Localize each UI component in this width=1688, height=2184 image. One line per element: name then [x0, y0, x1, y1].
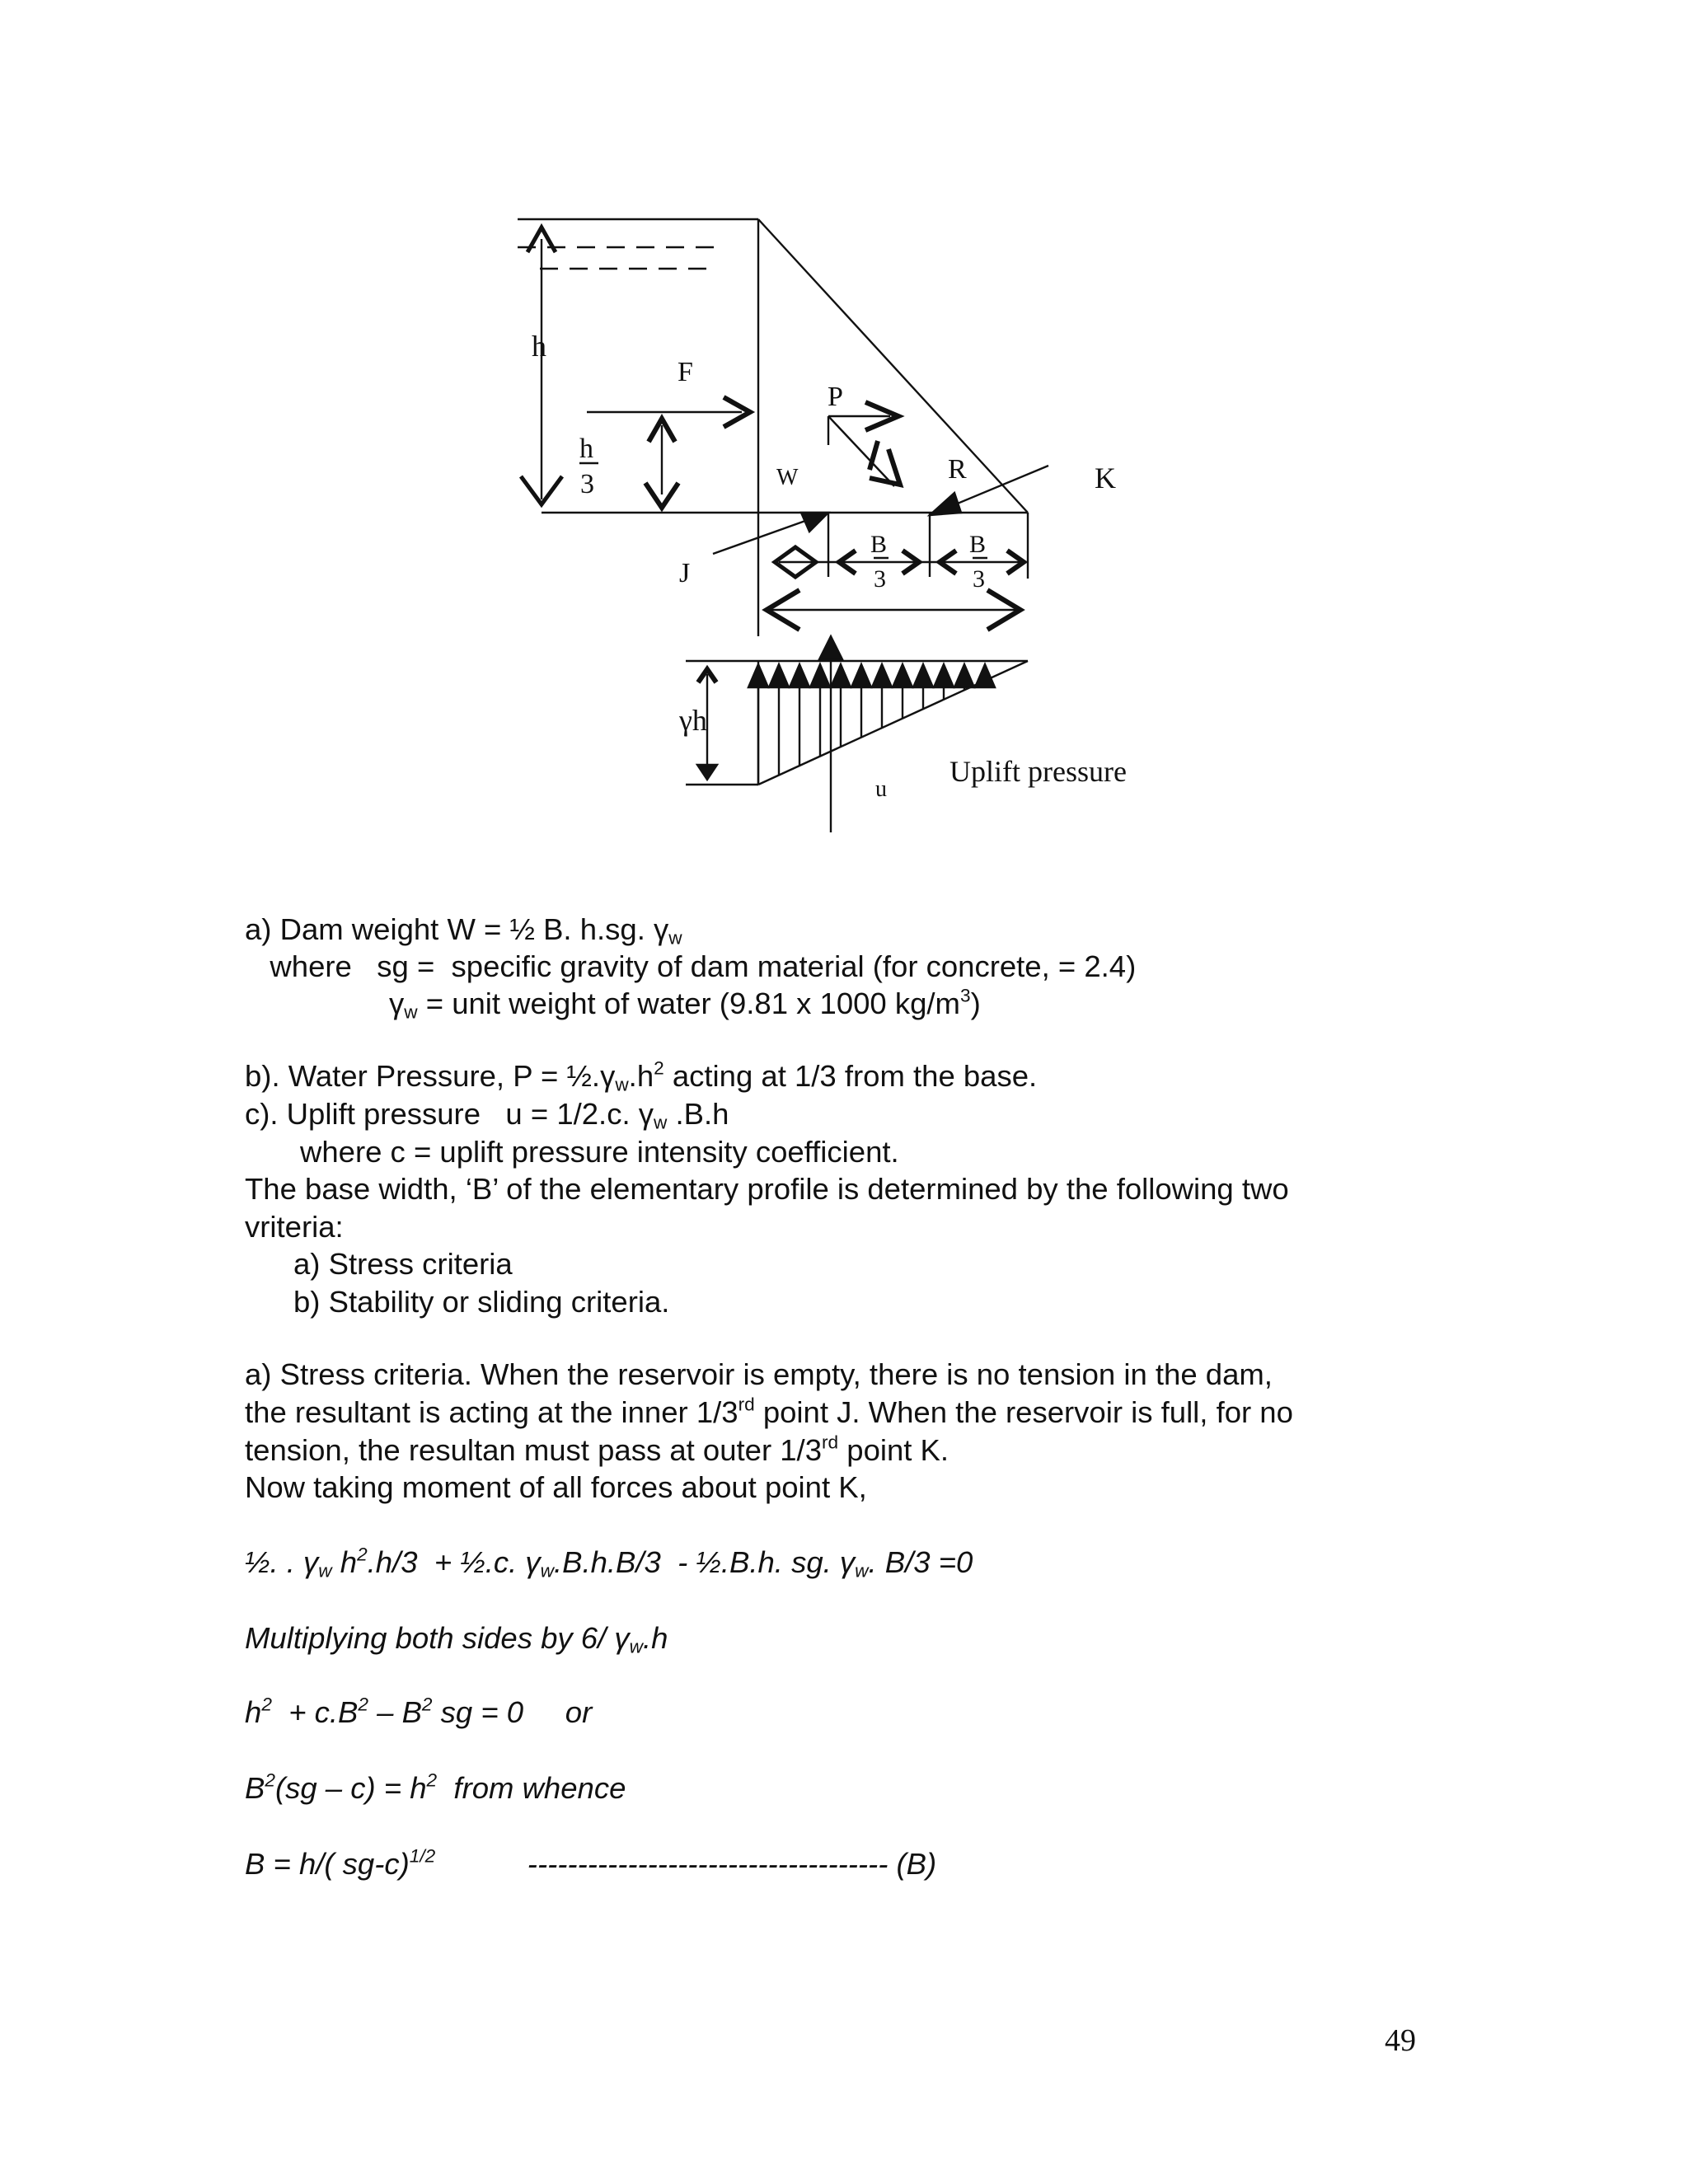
label-k: K — [1095, 462, 1116, 494]
unit-weight-line: $\gamma_w$ = unit weight of water (9.81 x 1000 $kg/m^3$) — [389, 985, 981, 1023]
label-b3-num-2: B — [969, 531, 987, 558]
label-b3-den-2: 3 — [973, 565, 985, 593]
uplift-arrow-head — [934, 664, 954, 687]
base-width-text-2: vriteria: — [245, 1210, 344, 1244]
resultant-j-arrowhead — [801, 513, 828, 532]
uplift-arrow-head — [851, 664, 871, 687]
label-f: F — [678, 357, 693, 387]
label-gamma-h: γh — [679, 704, 707, 737]
label-r: R — [948, 454, 967, 485]
uplift-arrow-head — [954, 664, 974, 687]
uplift-arrow-head — [790, 664, 809, 687]
stress-para-2: the resultant is acting at the inner 1/3rd point J. When the reservoir is full, for no — [245, 1394, 1293, 1429]
stress-para-3: tension, the resultan must pass at outer 1/3rd point K. — [245, 1432, 950, 1467]
uplift-pressure-line: c). Uplift pressure u = 1/2.c. $\gamma_w$ .B.h — [245, 1097, 729, 1133]
uplift-resultant-head — [819, 636, 842, 659]
uplift-arrow-head — [810, 664, 830, 687]
uplift-arrow-head — [893, 664, 912, 687]
equation-2: $h^2 + c.B^2 - B^2$ sg = 0 or — [245, 1694, 593, 1729]
uplift-coefficient-line: where c = uplift pressure intensity coefficient. — [300, 1135, 899, 1169]
water-pressure-line: b). Water Pressure, $P = \frac{1}{2}.\gamma_w.h^2$ acting at 1/3 from the base. — [245, 1057, 1038, 1095]
base-width-text-1: The base width, ‘B’ of the elementary profile is determined by the following two — [245, 1172, 1289, 1206]
force-p-diagonal — [828, 416, 894, 486]
uplift-arrow-head — [769, 664, 789, 687]
uplift-arrow-head — [748, 664, 768, 687]
label-h3-num: h — [579, 434, 593, 464]
equation-3: $B^2(sg - c) = h^2$ from whence — [245, 1769, 626, 1805]
label-h: h — [532, 330, 546, 363]
label-uplift-pressure: Uplift pressure — [950, 755, 1127, 788]
label-b3-num-1: B — [870, 531, 888, 558]
uplift-arrow-head — [872, 664, 892, 687]
dam-section-diagram — [0, 0, 1688, 874]
criteria-item-b: b) Stability or sliding criteria. — [293, 1285, 670, 1319]
stress-para-1: a) Stress criteria. When the reservoir is empty, there is no tension in the dam, — [245, 1357, 1273, 1391]
uplift-arrow-head — [831, 664, 851, 687]
uplift-arrow-head — [913, 664, 933, 687]
label-w: W — [776, 465, 799, 490]
uplift-arrow-head — [975, 664, 995, 687]
label-h3-den: 3 — [580, 469, 594, 499]
dam-weight-line: a) Dam weight W = ½ B. h.sg. $\gamma_w$ — [245, 912, 682, 949]
multiplying-line: Multiplying both sides by 6/ $\gamma_w.h$ — [245, 1621, 668, 1657]
label-b3-den-1: 3 — [874, 565, 886, 593]
moment-equation: ½. . $\gamma_w$ $h^2.h/3$ + ½.c. $\gamma_w.B.h.B/3$ - ½.B.h. sg. $\gamma_w$. B/3 =0 — [245, 1544, 973, 1582]
stress-para-4: Now taking moment of all forces about point K, — [245, 1470, 867, 1504]
equation-b: B = h/( sg-c)$^{1/2}$ ------------------------------------ (B) — [245, 1845, 937, 1881]
where-sg-line: where sg = specific gravity of dam material (for concrete, = 2.4) — [245, 949, 1137, 983]
label-j: J — [679, 558, 691, 588]
label-p: P — [828, 382, 843, 412]
page-number: 49 — [1385, 2023, 1416, 2058]
gammah-arrow-bottom — [697, 765, 717, 780]
criteria-item-a: a) Stress criteria — [293, 1247, 513, 1281]
resultant-arrowhead — [930, 493, 961, 515]
label-u: u — [875, 776, 887, 802]
